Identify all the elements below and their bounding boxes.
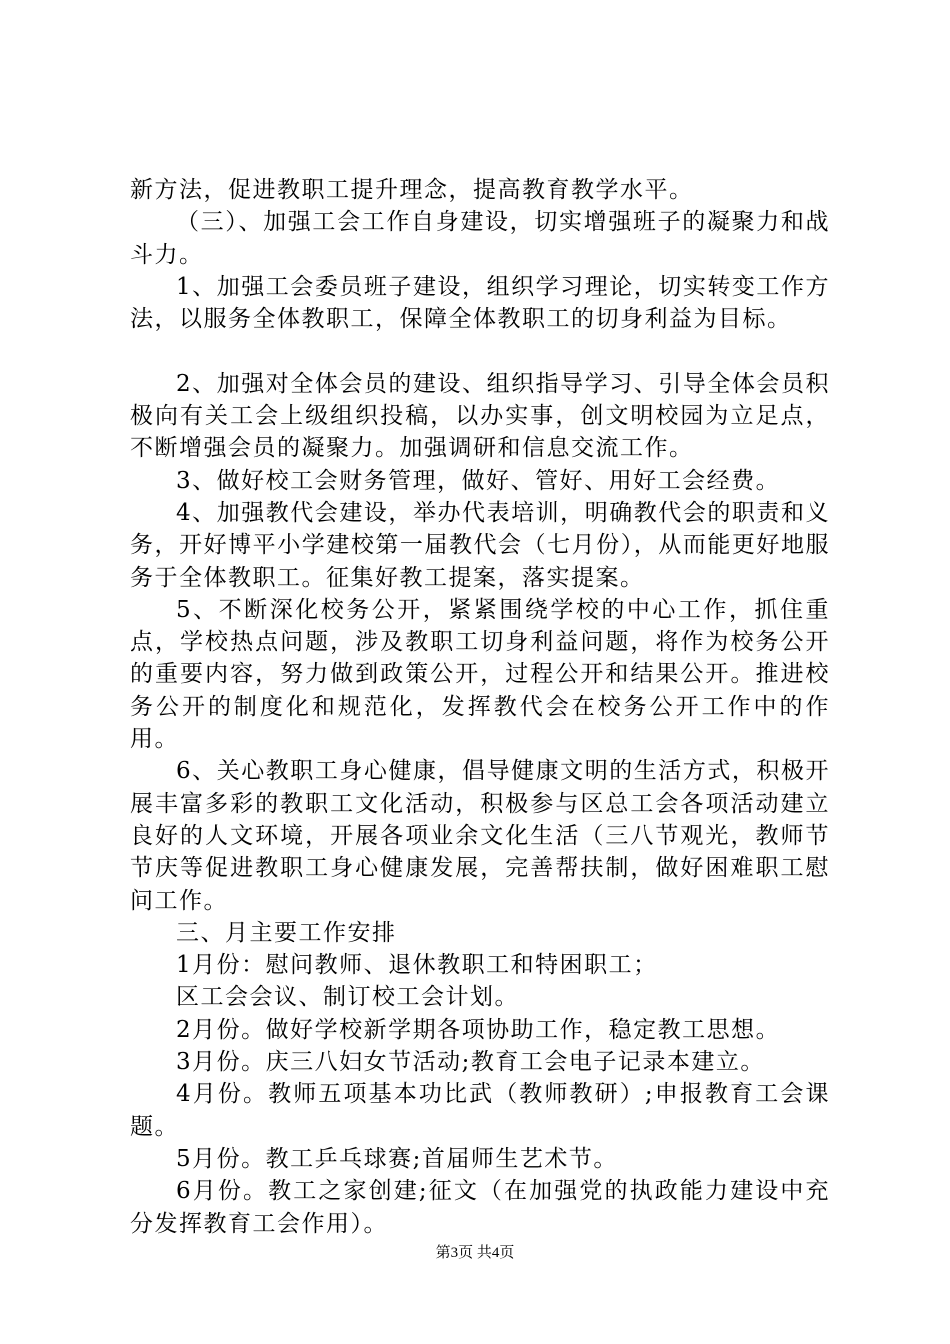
schedule-item: 6月份。教工之家创建;征文（在加强党的执政能力建设中充分发挥教育工会作用）。 bbox=[130, 1178, 830, 1237]
paragraph: 4、加强教代会建设，举办代表培训，明确教代会的职责和义务，开好博平小学建校第一届教代会（七月份），从而能更好地服务于全体教职工。征集好教工提案，落实提案。 bbox=[130, 499, 830, 591]
schedule-item: 1月份：慰问教师、退休教职工和特困职工； bbox=[176, 952, 658, 979]
schedule-item: 2月份。做好学校新学期各项协助工作，稳定教工思想。 bbox=[176, 1016, 781, 1043]
paragraph: 2、加强对全体会员的建设、组织指导学习、引导全体会员积极向有关工会上级组织投稿，以办实事，创文明校园为立足点，不断增强会员的凝聚力。加强调研和信息交流工作。 bbox=[130, 370, 830, 462]
paragraph: 3、做好校工会财务管理，做好、管好、用好工会经费。 bbox=[176, 467, 781, 494]
section-heading: （三）、加强工会工作自身建设，切实增强班子的凝聚力和战斗力。 bbox=[130, 209, 830, 268]
paragraph: 新方法，促进教职工提升理念，提高教育教学水平。 bbox=[130, 177, 694, 203]
paragraph: 1、加强工会委员班子建设，组织学习理论，切实转变工作方法，以服务全体教职工，保障全体教职工的切身利益为目标。 bbox=[130, 273, 830, 333]
schedule-item: 4月份。教师五项基本功比武（教师教研）;申报教育工会课题。 bbox=[130, 1081, 830, 1140]
paragraph: 5、不断深化校务公开，紧紧围绕学校的中心工作，抓住重点，学校热点问题，涉及教职工切身利益问题，将作为校务公开的重要内容，努力做到政策公开，过程公开和结果公开。推进校务公开的制度化和规范化，发挥教代会在校务公开工作中的作用。 bbox=[130, 596, 830, 753]
blank-line bbox=[130, 335, 830, 367]
section-heading: 三、月主要工作安排 bbox=[176, 919, 397, 946]
document-body bbox=[130, 174, 830, 1240]
schedule-item: 区工会会议、制订校工会计划。 bbox=[176, 984, 519, 1011]
paragraph: 6、关心教职工身心健康，倡导健康文明的生活方式，积极开展丰富多彩的教职工文化活动，积极参与区总工会各项活动建立良好的人文环境，开展各项业余文化生活（三八节观光，教师节节庆等促进教职工身心健康发展，完善帮扶制，做好困难职工慰问工作。 bbox=[130, 758, 830, 914]
page-number-footer: 第3页 共4页 bbox=[435, 1245, 515, 1261]
schedule-item: 3月份。庆三八妇女节活动;教育工会电子记录本建立。 bbox=[176, 1049, 765, 1076]
schedule-item: 5月份。教工乒乓球赛;首届师生艺术节。 bbox=[176, 1145, 618, 1172]
